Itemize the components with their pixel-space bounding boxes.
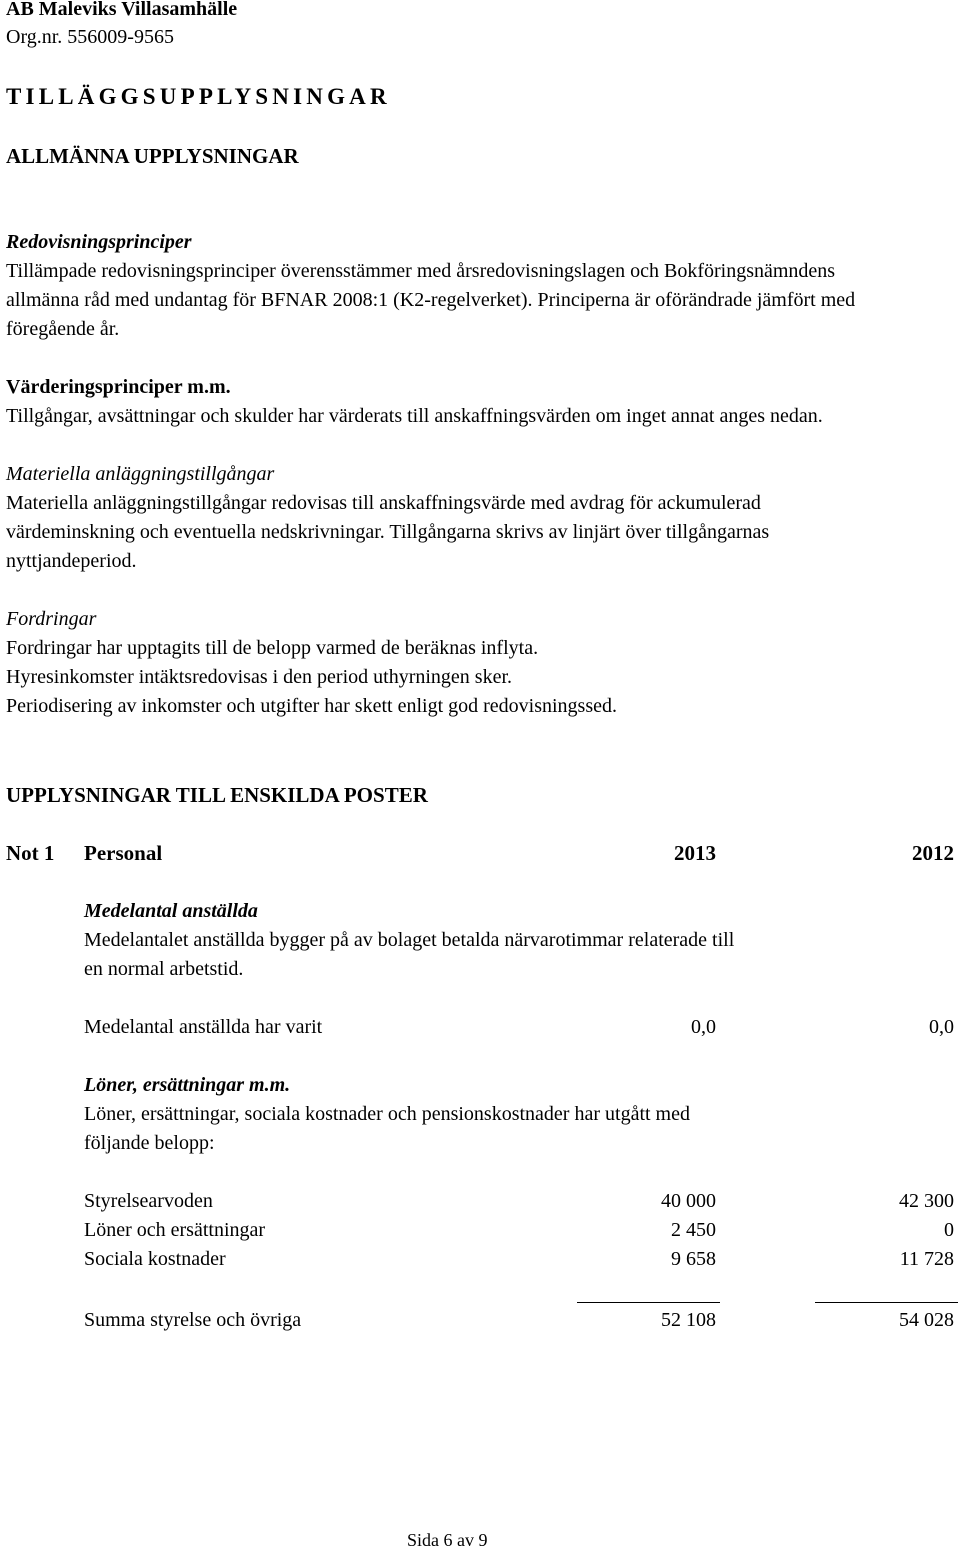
row-label: Medelantal anställda har varit	[84, 1016, 323, 1038]
org-number: Org.nr. 556009-9565	[6, 26, 174, 48]
total-row-label: Summa styrelse och övriga	[84, 1309, 302, 1331]
table-row-previous: 0	[944, 1219, 954, 1241]
page-number: Sida 6 av 9	[407, 1530, 488, 1550]
paragraph-line: en normal arbetstid.	[84, 958, 244, 980]
paragraph-line: Fordringar har upptagits till de belopp varmed de beräknas inflyta.	[6, 637, 539, 659]
sum-rule-previous	[815, 1302, 958, 1303]
paragraph-line: Periodisering av inkomster och utgifter har skett enligt god redovisningssed.	[6, 695, 617, 717]
table-row-current: 2 450	[671, 1219, 716, 1241]
table-row-previous: 11 728	[899, 1248, 954, 1270]
table-row-previous: 42 300	[899, 1190, 954, 1212]
paragraph-line: värdeminskning och eventuella nedskrivningar. Tillgångarna skrivs av linjärt över tillgångarnas	[6, 521, 770, 543]
note-title: Personal	[84, 841, 163, 865]
general-heading: ALLMÄNNA UPPLYSNINGAR	[6, 144, 299, 168]
total-row-current: 52 108	[661, 1309, 716, 1331]
subheading-avg-employees: Medelantal anställda	[84, 900, 258, 922]
row-value-current: 0,0	[691, 1016, 716, 1038]
paragraph-line: Tillämpade redovisningsprinciper överensstämmer med årsredovisningslagen och Bokföringsnämndens	[6, 260, 836, 282]
table-row-label: Sociala kostnader	[84, 1248, 226, 1270]
column-year-previous: 2012	[912, 841, 954, 865]
table-row-label: Styrelsearvoden	[84, 1190, 213, 1212]
paragraph-line: allmänna råd med undantag för BFNAR 2008:1 (K2-regelverket). Principerna är oförändrade jämfört med	[6, 289, 856, 311]
table-row-current: 40 000	[661, 1190, 716, 1212]
page-title: TILLÄGGSUPPLYSNINGAR	[6, 84, 391, 109]
company-name: AB Maleviks Villasamhälle	[6, 0, 238, 20]
paragraph-line: föregående år.	[6, 318, 120, 340]
paragraph-line: Materiella anläggningstillgångar redovisas till anskaffningsvärde med avdrag för ackumulerad	[6, 492, 761, 514]
paragraph-line: nyttjandeperiod.	[6, 550, 137, 572]
paragraph-line: Tillgångar, avsättningar och skulder har värderats till anskaffningsvärden om inget annat anges nedan.	[6, 405, 823, 427]
row-value-previous: 0,0	[929, 1016, 954, 1038]
section-heading-receivables: Fordringar	[6, 608, 97, 630]
total-row-previous: 54 028	[899, 1309, 954, 1331]
sum-rule-current	[577, 1302, 720, 1303]
paragraph-line: följande belopp:	[84, 1132, 215, 1154]
table-row-label: Löner och ersättningar	[84, 1219, 266, 1241]
note-number: Not 1	[6, 841, 55, 865]
table-row-current: 9 658	[671, 1248, 716, 1270]
paragraph-line: Medelantalet anställda bygger på av bolaget betalda närvarotimmar relaterade till	[84, 929, 735, 951]
paragraph-line: Löner, ersättningar, sociala kostnader och pensionskostnader har utgått med	[84, 1103, 690, 1125]
section-heading-valuation: Värderingsprinciper m.m.	[6, 376, 231, 398]
column-year-current: 2013	[674, 841, 716, 865]
subheading-salaries: Löner, ersättningar m.m.	[84, 1074, 291, 1096]
specific-heading: UPPLYSNINGAR TILL ENSKILDA POSTER	[6, 783, 428, 807]
section-heading-fixed-assets: Materiella anläggningstillgångar	[6, 463, 275, 485]
paragraph-line: Hyresinkomster intäktsredovisas i den period uthyrningen sker.	[6, 666, 513, 688]
section-heading-accounting-principles: Redovisningsprinciper	[6, 231, 192, 253]
